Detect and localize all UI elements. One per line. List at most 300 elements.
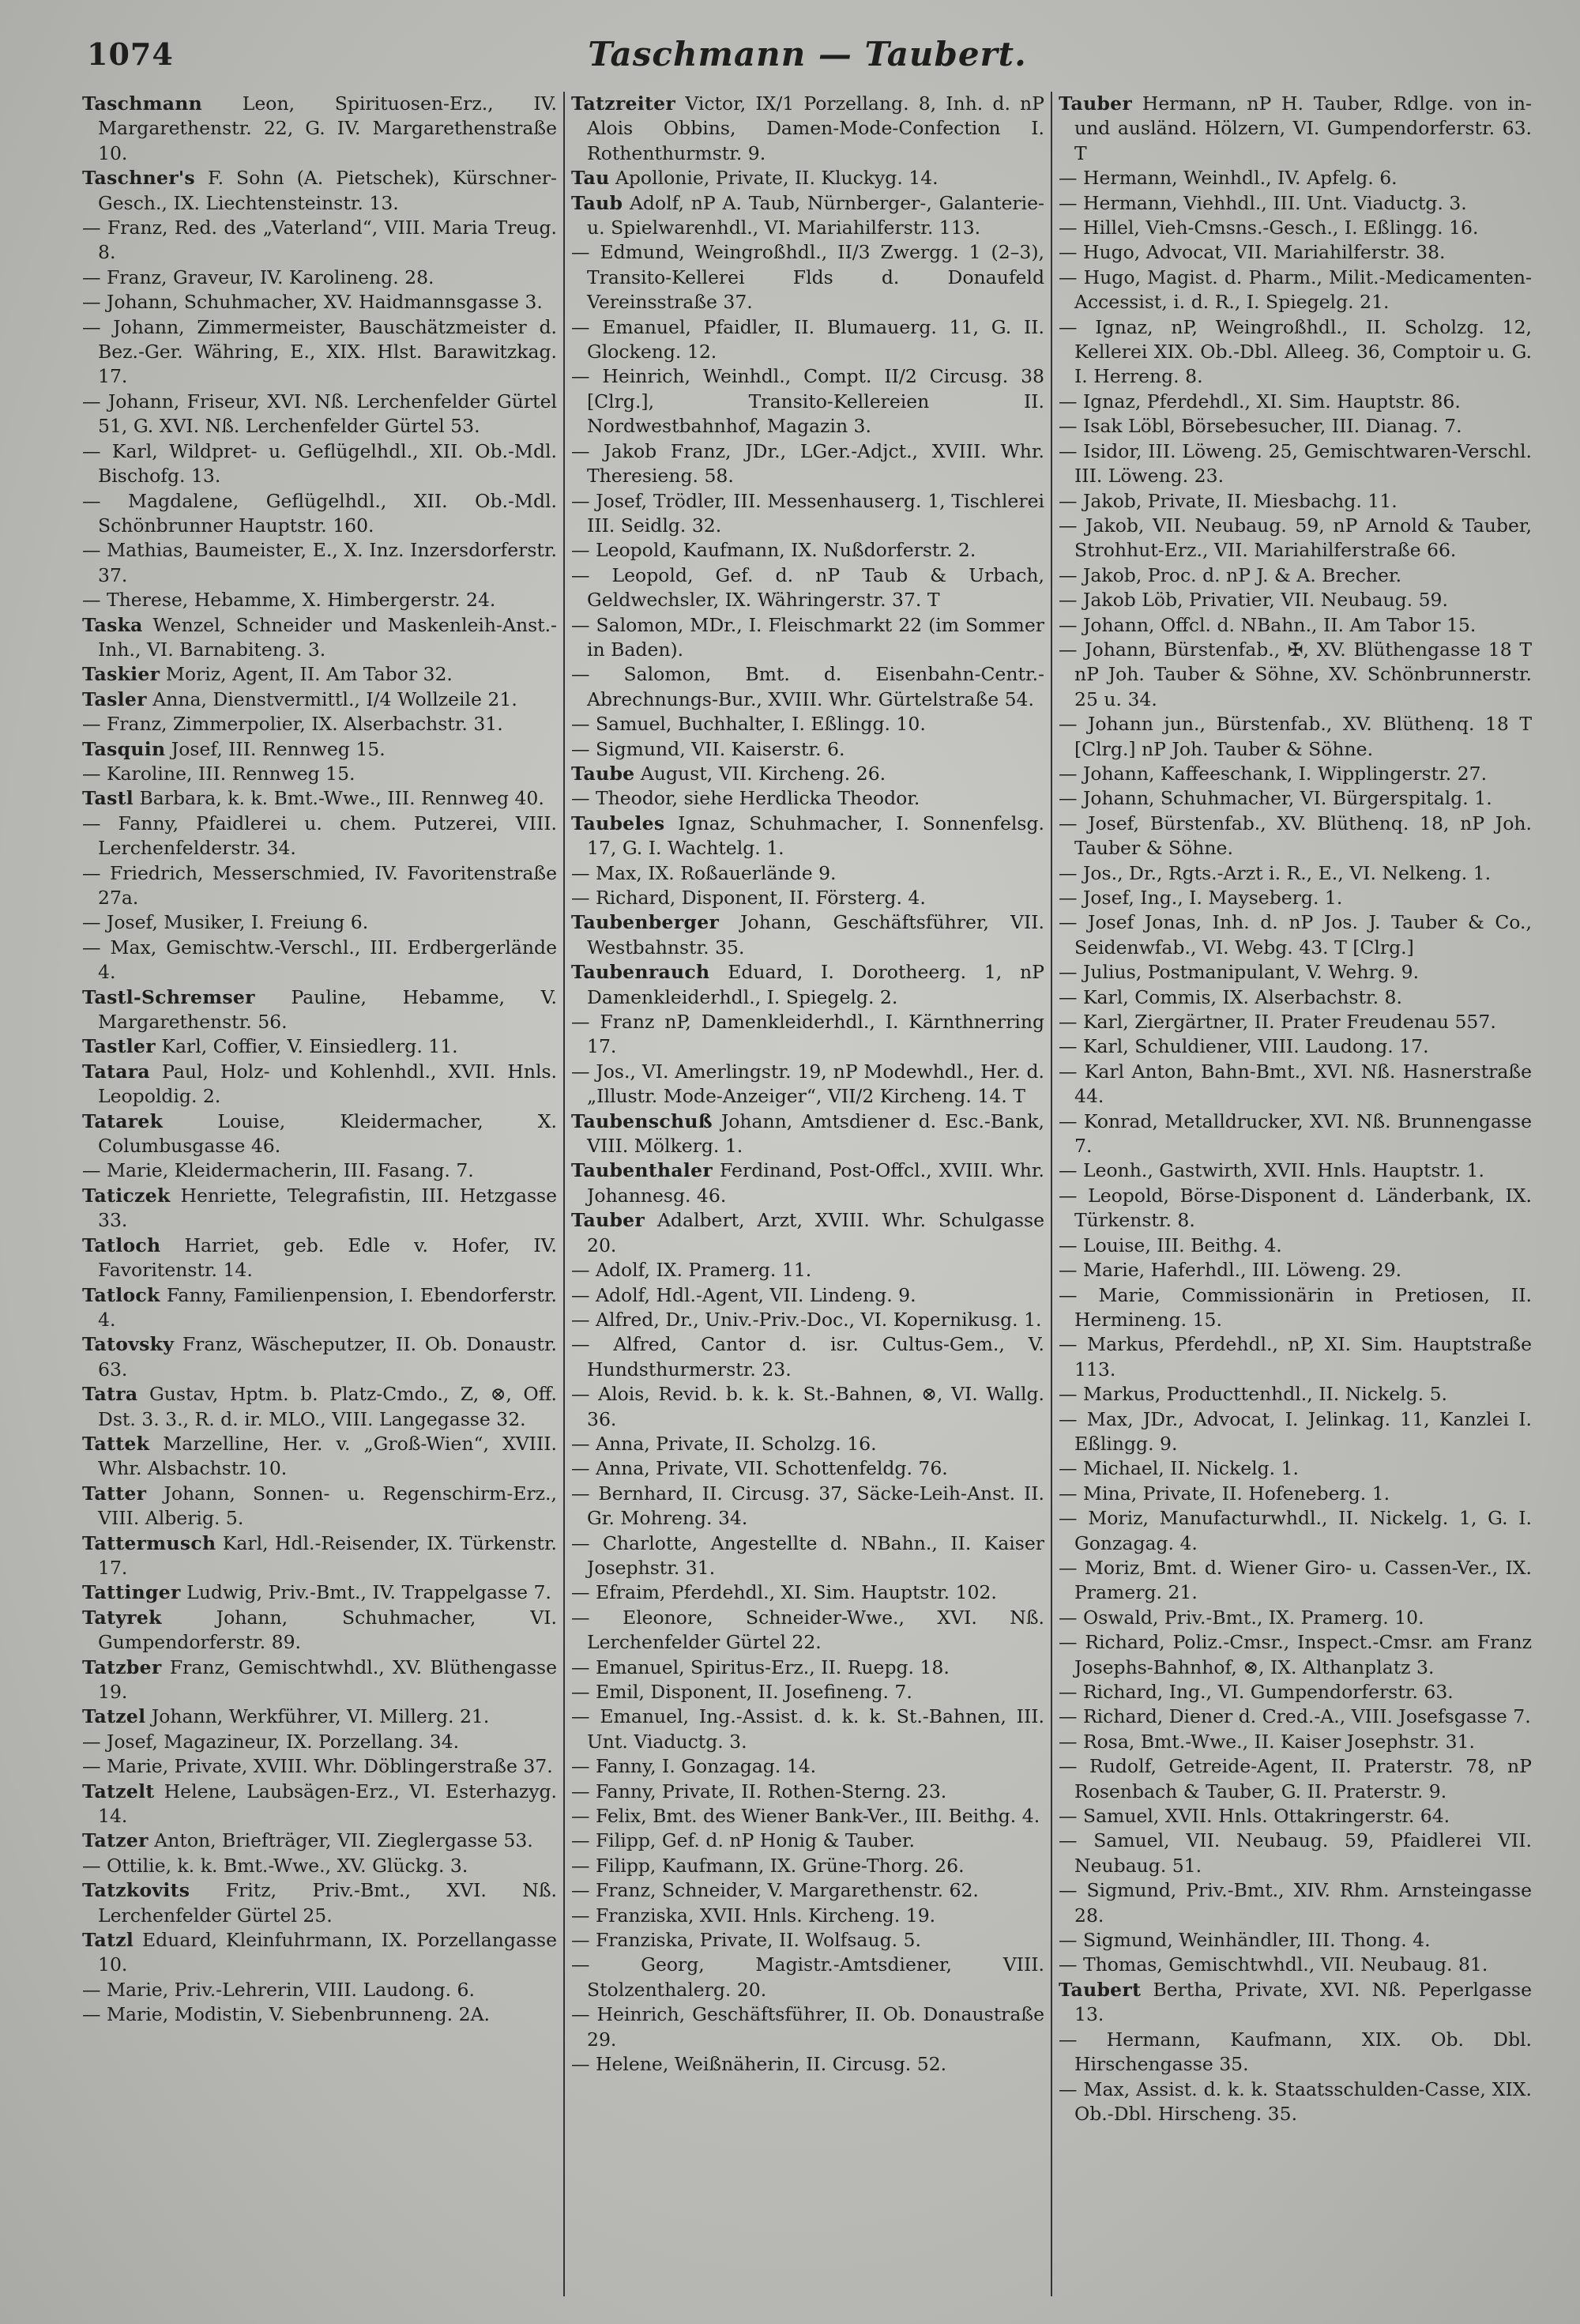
entry-surname: Tasquin — [82, 737, 166, 760]
directory-entry — [1059, 1382, 1532, 1407]
directory-entry — [82, 1482, 557, 1531]
directory-entry — [571, 762, 1044, 786]
directory-entry — [571, 1456, 1044, 1481]
entry-details: Moriz, Agent, II. Am Tabor 32. — [160, 663, 453, 686]
directory-entry — [1059, 240, 1532, 265]
directory-entry — [1059, 1010, 1532, 1034]
entry-details: Johann, Werkführer, VI. Millerg. 21. — [145, 1705, 490, 1728]
entry-details: — Max, IX. Roßauerlände 9. — [571, 861, 837, 884]
entry-details: — Julius, Postmanipulant, V. Wehrg. 9. — [1059, 961, 1420, 984]
entry-details: — Moriz, Bmt. d. Wiener Giro- u. Cassen-Ver., IX. Pramerg. 21. — [1059, 1556, 1532, 1604]
directory-entry — [1059, 1234, 1532, 1258]
entry-details: — Hermann, Weinhdl., IV. Apfelg. 6. — [1059, 167, 1398, 190]
directory-entry — [571, 563, 1044, 613]
directory-entry — [571, 812, 1044, 861]
entry-surname: Taubenthaler — [571, 1159, 713, 1182]
directory-entry — [82, 1531, 557, 1581]
entry-surname: Tatzkovits — [82, 1879, 190, 1902]
entry-details: Eduard, Kleinfuhrmann, IX. Porzellangasse 10. — [98, 1929, 557, 1976]
directory-entry — [82, 1780, 557, 1829]
directory-entry — [1059, 414, 1532, 439]
entry-details: Franz, Gemischtwhdl., XV. Blüthengasse 19. — [98, 1655, 557, 1703]
entry-details: — Alfred, Dr., Univ.-Priv.-Doc., VI. Kopernikusg. 1. — [571, 1308, 1042, 1331]
directory-entry — [571, 191, 1044, 241]
directory-entry — [82, 613, 557, 663]
directory-entry — [571, 1804, 1044, 1829]
entry-details: — Emil, Disponent, II. Josefineng. 7. — [571, 1681, 912, 1703]
entry-details: Josef, III. Rennweg 15. — [165, 737, 386, 760]
entry-details: — Isak Löbl, Börsebesucher, III. Dianag. 7. — [1059, 415, 1462, 438]
directory-entry — [82, 2002, 557, 2027]
entry-details: Ferdinand, Post-Offcl., XVIII. Whr. Johannesg. 46. — [587, 1159, 1044, 1207]
entry-surname: Tatarek — [82, 1109, 164, 1132]
entry-details: — Filipp, Kaufmann, IX. Grüne-Thorg. 26. — [571, 1854, 965, 1877]
directory-entry — [82, 1928, 557, 1978]
directory-entry — [82, 687, 557, 712]
directory-entry — [1059, 910, 1532, 960]
entry-details: — Johann jun., Bürstenfab., XV. Blüthenq. 18 T [Clrg.] nP Joh. Tauber & Söhne. — [1059, 713, 1532, 760]
directory-entry — [82, 985, 557, 1035]
directory-entry — [1059, 1109, 1532, 1159]
directory-entry — [1059, 266, 1532, 315]
entry-details: — Filipp, Gef. d. nP Honig & Tauber. — [571, 1829, 915, 1852]
entry-details: Johann, Schuhmacher, VI. Gumpendorferstr. 89. — [98, 1606, 557, 1654]
directory-entry — [1059, 588, 1532, 612]
entry-details: — Karl, Ziergärtner, II. Prater Freudenau 557. — [1059, 1011, 1496, 1034]
entry-details: Ludwig, Priv.-Bmt., IV. Trappelgasse 7. — [180, 1581, 551, 1604]
directory-entry — [82, 1655, 557, 1705]
directory-entry — [82, 812, 557, 861]
entry-surname: Tatloch — [82, 1234, 161, 1256]
entry-details: — Jos., VI. Amerlingstr. 19, nP Modewhdl., Her. d. „Illustr. Mode-Anzeiger“, VII/2 Kircheng. 14. T — [571, 1060, 1044, 1108]
entry-details: — Marie, Commissionärin in Pretiosen, II. Hermineng. 15. — [1059, 1283, 1532, 1331]
directory-entry — [571, 1904, 1044, 1928]
directory-entry — [1059, 191, 1532, 216]
entry-details: — Richard, Disponent, II. Försterg. 4. — [571, 887, 926, 909]
entry-details: — Johann, Offcl. d. NBahn., II. Am Tabor 15. — [1059, 613, 1477, 636]
directory-entry — [82, 1060, 557, 1109]
directory-entry — [1059, 861, 1532, 886]
directory-entry — [82, 216, 557, 266]
directory-entry — [82, 1854, 557, 1878]
entry-surname: Taubenschuß — [571, 1109, 713, 1132]
directory-entry — [571, 613, 1044, 663]
entry-details: Louise, Kleidermacher, X. Columbusgasse 46. — [98, 1109, 557, 1158]
entry-details: — Thomas, Gemischtwhdl., VII. Neubaug. 81. — [1059, 1953, 1488, 1976]
directory-entry — [571, 439, 1044, 489]
directory-entry — [1059, 1158, 1532, 1183]
directory-entry — [82, 1382, 557, 1432]
entry-details: Marzelline, Her. v. „Groß-Wien“, XVIII. Whr. Alsbachstr. 10. — [98, 1432, 557, 1480]
entry-details: Wenzel, Schneider und Maskenleih-Anst.-Inh., VI. Barnabiteng. 3. — [98, 613, 557, 661]
entry-details: — Ignaz, Pferdehdl., XI. Sim. Hauptstr. 86. — [1059, 390, 1461, 412]
entry-surname: Tattermusch — [82, 1531, 216, 1554]
entry-details: — Josef Jonas, Inh. d. nP Jos. J. Tauber & Co., Seidenwfab., VI. Webg. 43. T [Clrg.] — [1059, 911, 1532, 959]
directory-entry — [1059, 712, 1532, 762]
entry-details: Gustav, Hptm. b. Platz-Cmdo., Z, ⊗, Off. Dst. 3. 3., R. d. ir. MLO., VIII. Langegasse 32. — [98, 1383, 557, 1430]
entry-details: — Fanny, Private, II. Rothen-Sterng. 23. — [571, 1780, 947, 1802]
entry-details: Bertha, Private, XVI. Nß. Peperlgasse 13. — [1074, 1978, 1532, 2026]
directory-entry — [571, 1704, 1044, 1754]
directory-entry — [571, 786, 1044, 811]
directory-entry — [571, 1606, 1044, 1655]
directory-entry — [1059, 886, 1532, 910]
entry-details: — Richard, Ing., VI. Gumpendorferstr. 63. — [1059, 1681, 1454, 1703]
directory-entry — [571, 1829, 1044, 1853]
entry-details: — Konrad, Metalldrucker, XVI. Nß. Brunnengasse 7. — [1059, 1109, 1532, 1158]
entry-details: — Rudolf, Getreide-Agent, II. Praterstr. 78, nP Rosenbach & Tauber, G. II. Praterstr. 9. — [1059, 1755, 1532, 1802]
directory-entry — [571, 1060, 1044, 1109]
entry-surname: Tasler — [82, 687, 147, 710]
directory-entry — [82, 1580, 557, 1605]
entry-details: Johann, Geschäftsführer, VII. Westbahnstr. 35. — [587, 911, 1044, 959]
column-2 — [563, 92, 1051, 2296]
entry-details: — Johann, Friseur, XVI. Nß. Lerchenfelder Gürtel 51, G. XVI. Nß. Lerchenfelder Gürtel 53. — [82, 390, 557, 438]
directory-entry — [571, 1258, 1044, 1283]
entry-details: — Josef, Magazineur, IX. Porzellang. 34. — [82, 1730, 460, 1753]
directory-entry — [571, 315, 1044, 365]
entry-surname: Tatlock — [82, 1283, 160, 1306]
directory-entry — [1059, 2028, 1532, 2077]
entry-details: Leon, Spirituosen-Erz., IV. Margarethenstr. 22, G. IV. Margarethenstraße 10. — [98, 92, 557, 164]
entry-details: — Ignaz, nP, Weingroßhdl., II. Scholzg. 12, Kellerei XIX. Ob.-Dbl. Alleeg. 36, Comptoir u. G. I. Herreng. 8. — [1059, 315, 1532, 388]
entry-details: — Jos., Dr., Rgts.-Arzt i. R., E., VI. Nelkeng. 1. — [1059, 861, 1492, 884]
entry-details: — Anna, Private, II. Scholzg. 16. — [571, 1432, 877, 1455]
entry-details: — Alois, Revid. b. k. k. St.-Bahnen, ⊗, VI. Wallg. 36. — [571, 1383, 1044, 1430]
entry-details: — Karoline, III. Rennweg 15. — [82, 762, 356, 785]
directory-entry — [571, 2002, 1044, 2052]
directory-entry — [571, 1854, 1044, 1878]
entry-details: Fanny, Familienpension, I. Ebendorferstr. 4. — [98, 1283, 557, 1331]
directory-entry — [1059, 1482, 1532, 1506]
directory-entry — [1059, 1332, 1532, 1382]
entry-details: — Johann, Schuhmacher, VI. Bürgerspitalg. 1. — [1059, 787, 1492, 810]
directory-entry — [571, 240, 1044, 315]
entry-details: — Therese, Hebamme, X. Himbergerstr. 24. — [82, 589, 496, 612]
directory-entry — [1059, 1680, 1532, 1704]
entry-details: — Franz nP, Damenkleiderhdl., I. Kärnthnerring 17. — [571, 1011, 1044, 1058]
directory-entry — [1059, 1506, 1532, 1556]
entry-surname: Tatra — [82, 1383, 138, 1406]
directory-entry — [571, 1010, 1044, 1060]
running-title: Taschmann — Taubert. — [588, 35, 1027, 73]
directory-entry — [1059, 1804, 1532, 1829]
directory-entry — [82, 910, 557, 935]
entry-details: Eduard, I. Dorotheerg. 1, nP Damenkleiderhdl., I. Spiegelg. 2. — [587, 961, 1044, 1008]
directory-entry — [82, 1432, 557, 1482]
directory-entry — [1059, 390, 1532, 414]
entry-details: — Hermann, Kaufmann, XIX. Ob. Dbl. Hirschengasse 35. — [1059, 2028, 1532, 2076]
directory-entry — [1059, 1829, 1532, 1878]
directory-entry — [571, 1432, 1044, 1456]
entry-surname: Tatzreiter — [571, 92, 676, 115]
directory-entry — [571, 364, 1044, 439]
entry-details: — Max, Assist. d. k. k. Staatsschulden-Casse, XIX. Ob.-Dbl. Hirscheng. 35. — [1059, 2077, 1532, 2125]
entry-details: Harriet, geb. Edle v. Hofer, IV. Favoritenstr. 14. — [98, 1234, 557, 1282]
entry-details: Adolf, nP A. Taub, Nürnberger-, Galanterie- u. Spielwarenhdl., VI. Mariahilferstr. 113. — [587, 191, 1044, 239]
entry-details: — Fanny, I. Gonzagag. 14. — [571, 1755, 817, 1778]
directory-entry — [1059, 216, 1532, 240]
directory-entry — [1059, 563, 1532, 588]
entry-surname: Tattinger — [82, 1581, 181, 1604]
directory-entry — [571, 1580, 1044, 1605]
directory-entry — [82, 1730, 557, 1754]
directory-entry — [571, 1680, 1044, 1704]
directory-entry — [571, 1780, 1044, 1804]
entry-details: — Salomon, MDr., I. Fleischmarkt 22 (im Sommer in Baden). — [571, 613, 1044, 661]
directory-entry — [82, 1332, 557, 1382]
entry-details: — Heinrich, Weinhdl., Compt. II/2 Circusg. 38 [Clrg.], Transito-Kellereien II. Nordwestbahnhof, Magazin 3. — [571, 365, 1044, 438]
entry-details: Helene, Laubsägen-Erz., VI. Esterhazyg. 14. — [98, 1780, 557, 1828]
directory-entry — [1059, 1283, 1532, 1333]
directory-entry — [82, 538, 557, 588]
directory-entry — [1059, 1878, 1532, 1928]
entry-details: — Bernhard, II. Circusg. 37, Säcke-Leih-Anst. II. Gr. Mohreng. 34. — [571, 1482, 1044, 1530]
directory-entry — [571, 1953, 1044, 2002]
entry-details: — Sigmund, Priv.-Bmt., XIV. Rhm. Arnsteingasse 28. — [1059, 1879, 1532, 1927]
directory-entry — [1059, 315, 1532, 390]
entry-details: — Leopold, Kaufmann, IX. Nußdorferstr. 2. — [571, 539, 976, 562]
directory-entry — [1059, 985, 1532, 1010]
directory-entry — [82, 1034, 557, 1059]
entry-details: — Markus, Producttenhdl., II. Nickelg. 5. — [1059, 1383, 1448, 1406]
entry-details: — Jakob, Proc. d. nP J. & A. Brecher. — [1059, 563, 1402, 586]
directory-entry — [1059, 1704, 1532, 1729]
directory-entry — [571, 861, 1044, 886]
directory-entry — [1059, 1034, 1532, 1059]
entry-details: — Anna, Private, VII. Schottenfeldg. 76. — [571, 1457, 948, 1480]
column-3 — [1051, 92, 1538, 2296]
directory-entry — [571, 960, 1044, 1010]
entry-details: — Leonh., Gastwirth, XVII. Hnls. Hauptstr. 1. — [1059, 1159, 1484, 1182]
entry-details: — Franziska, XVII. Hnls. Kircheng. 19. — [571, 1904, 936, 1927]
entry-details: — Johann, Kaffeeschank, I. Wipplingerstr. 27. — [1059, 762, 1488, 785]
entry-details: — Richard, Diener d. Cred.-A., VIII. Josefsgasse 7. — [1059, 1705, 1531, 1728]
entry-details: — Markus, Pferdehdl., nP, XI. Sim. Hauptstraße 113. — [1059, 1333, 1532, 1380]
directory-entry — [1059, 1456, 1532, 1481]
entry-surname: Tatzelt — [82, 1780, 155, 1802]
entry-details: — Leopold, Gef. d. nP Taub & Urbach, Geldwechsler, IX. Währingerstr. 37. T — [571, 563, 1044, 612]
entry-details: — Leopold, Börse-Disponent d. Länderbank, IX. Türkenstr. 8. — [1059, 1184, 1532, 1232]
directory-entry — [571, 737, 1044, 762]
entry-details: — Efraim, Pferdehdl., XI. Sim. Hauptstr. 102. — [571, 1581, 997, 1604]
directory-entry — [1059, 489, 1532, 514]
entry-surname: Tatovsky — [82, 1333, 175, 1356]
entry-details: — Emanuel, Pfaidler, II. Blumauerg. 11, G. II. Glockeng. 12. — [571, 315, 1044, 363]
directory-entry — [82, 1184, 557, 1234]
directory-entry — [82, 290, 557, 315]
entry-details: — Michael, II. Nickelg. 1. — [1059, 1457, 1300, 1480]
entry-details: — Franz, Zimmerpolier, IX. Alserbachstr. 31. — [82, 713, 503, 736]
directory-entry — [571, 1754, 1044, 1779]
directory-entry — [82, 1704, 557, 1729]
entry-details: — Moriz, Manufacturwhdl., II. Nickelg. 1, G. I. Gonzagag. 4. — [1059, 1507, 1532, 1554]
entry-details: — Friedrich, Messerschmied, IV. Favoritenstraße 27a. — [82, 861, 557, 909]
column-1 — [76, 92, 563, 2296]
entry-surname: Tatzel — [82, 1705, 146, 1728]
entry-details: — Mathias, Baumeister, E., X. Inz. Inzersdorferstr. 37. — [82, 539, 557, 586]
directory-entry — [571, 1382, 1044, 1432]
entry-surname: Tatzl — [82, 1929, 134, 1952]
entry-surname: Tatzer — [82, 1829, 149, 1852]
entry-details: Karl, Hdl.-Reisender, IX. Türkenstr. 17. — [98, 1531, 557, 1579]
entry-surname: Taubeles — [571, 812, 665, 834]
directory-entry — [82, 266, 557, 290]
directory-entry — [571, 886, 1044, 910]
entry-details: — Marie, Modistin, V. Siebenbrunneng. 2A. — [82, 2003, 491, 2026]
entry-details: — Marie, Private, XVIII. Whr. Döblingerstraße 37. — [82, 1755, 553, 1778]
directory-entry — [1059, 92, 1532, 166]
directory-entry — [571, 1158, 1044, 1208]
directory-entry — [1059, 1184, 1532, 1234]
entry-details: — Samuel, VII. Neubaug. 59, Pfaidlerei VII. Neubaug. 51. — [1059, 1829, 1532, 1877]
directory-entry — [1059, 1953, 1532, 1977]
directory-entry — [82, 712, 557, 736]
entry-details: — Josef, Musiker, I. Freiung 6. — [82, 911, 369, 934]
directory-entry — [571, 538, 1044, 563]
directory-entry — [571, 2052, 1044, 2077]
entry-surname: Tatzber — [82, 1655, 162, 1678]
entry-details: — Isidor, III. Löweng. 25, Gemischtwaren-Verschl. III. Löweng. 23. — [1059, 439, 1532, 488]
directory-entry — [1059, 1258, 1532, 1283]
entry-surname: Taskier — [82, 663, 160, 686]
directory-entry — [571, 1655, 1044, 1680]
directory-entry — [82, 166, 557, 216]
directory-entry — [82, 489, 557, 539]
entry-details: Pauline, Hebamme, V. Margarethenstr. 56. — [98, 985, 557, 1034]
entry-details: — Marie, Kleidermacherin, III. Fasang. 7. — [82, 1159, 474, 1182]
entry-details: Henriette, Telegrafistin, III. Hetzgasse 33. — [98, 1184, 557, 1232]
entry-details: Franz, Wäscheputzer, II. Ob. Donaustr. 63. — [98, 1333, 557, 1380]
entry-surname: Taub — [571, 191, 623, 214]
entry-details: — Jakob, Private, II. Miesbachg. 11. — [1059, 489, 1398, 512]
entry-surname: Tau — [571, 167, 610, 190]
entry-details: Apollonie, Private, II. Kluckyg. 14. — [609, 167, 939, 190]
entry-details: — Jakob Löb, Privatier, VII. Neubaug. 59. — [1059, 589, 1448, 612]
directory-entry — [571, 166, 1044, 190]
entry-details: — Franz, Red. des „Vaterland“, VIII. Maria Treug. 8. — [82, 217, 557, 264]
directory-entry — [82, 1109, 557, 1159]
entry-details: Ignaz, Schuhmacher, I. Sonnenfelsg. 17, G. I. Wachtelg. 1. — [587, 812, 1044, 860]
entry-details: — Josef, Ing., I. Mayseberg. 1. — [1059, 887, 1343, 909]
directory-entry — [82, 786, 557, 811]
directory-entry — [1059, 2077, 1532, 2127]
entry-details: — Oswald, Priv.-Bmt., IX. Pramerg. 10. — [1059, 1606, 1424, 1629]
entry-details: Hermann, nP H. Tauber, Rdlge. von in- und ausländ. Hölzern, VI. Gumpendorferstr. 63. T — [1074, 92, 1532, 164]
directory-entry — [82, 1878, 557, 1928]
entry-details: Fritz, Priv.-Bmt., XVI. Nß. Lerchenfelder Gürtel 25. — [98, 1879, 557, 1927]
entry-surname: Taschner's — [82, 167, 195, 190]
entry-details: F. Sohn (A. Pietschek), Kürschner-Gesch., IX. Liechtensteinstr. 13. — [98, 167, 557, 214]
page-header — [76, 32, 1539, 92]
entry-details: — Karl, Schuldiener, VIII. Laudong. 17. — [1059, 1035, 1429, 1058]
entry-details: — Georg, Magistr.-Amtsdiener, VIII. Stolzenthalerg. 20. — [571, 1953, 1044, 2001]
entry-details: Johann, Amtsdiener d. Esc.-Bank, VIII. Mölkerg. 1. — [587, 1109, 1044, 1158]
entry-details: Adalbert, Arzt, XVIII. Whr. Schulgasse 20. — [587, 1209, 1044, 1256]
entry-details: — Theodor, siehe Herdlicka Theodor. — [571, 787, 920, 810]
directory-entry — [82, 390, 557, 439]
entry-details: Paul, Holz- und Kohlenhdl., XVII. Hnls. Leopoldig. 2. — [98, 1060, 557, 1108]
entry-details: — Josef, Bürstenfab., XV. Blüthenq. 18, nP Joh. Tauber & Söhne. — [1059, 812, 1532, 860]
directory-entry — [1059, 1928, 1532, 1953]
directory-entry — [571, 1208, 1044, 1258]
entry-details: — Sigmund, VII. Kaiserstr. 6. — [571, 737, 845, 760]
entry-details: — Alfred, Cantor d. isr. Cultus-Gem., V. Hundsthurmerstr. 23. — [571, 1333, 1044, 1380]
entry-details: — Emanuel, Ing.-Assist. d. k. k. St.-Bahnen, III. Unt. Viaductg. 3. — [571, 1705, 1044, 1753]
directory-entry — [82, 737, 557, 762]
entry-details: — Magdalene, Geflügelhdl., XII. Ob.-Mdl. Schönbrunner Hauptstr. 160. — [82, 489, 557, 537]
entry-details: Anton, Briefträger, VII. Zieglergasse 53. — [148, 1829, 533, 1852]
entry-surname: Tauber — [1059, 92, 1133, 115]
entry-details: — Karl, Wildpret- u. Geflügelhdl., XII. Ob.-Mdl. Bischofg. 13. — [82, 439, 557, 488]
entry-surname: Taska — [82, 613, 143, 636]
directory-entry — [1059, 1754, 1532, 1804]
directory-entry — [1059, 1730, 1532, 1754]
directory-entry — [1059, 1630, 1532, 1680]
entry-details: Karl, Coffier, V. Einsiedlerg. 11. — [155, 1035, 458, 1058]
entry-details: — Franz, Graveur, IV. Karolineng. 28. — [82, 266, 434, 288]
entry-details: — Johann, Zimmermeister, Bauschätzmeister d. Bez.-Ger. Währing, E., XIX. Hlst. Barawitzkag. 17. — [82, 315, 557, 388]
directory-entry — [1059, 786, 1532, 811]
directory-entry — [1059, 1556, 1532, 1606]
directory-entry — [82, 1754, 557, 1779]
entry-details: — Felix, Bmt. des Wiener Bank-Ver., III. Beithg. 4. — [571, 1805, 1040, 1828]
entry-surname: Taubert — [1059, 1978, 1142, 2001]
entry-surname: Taschmann — [82, 92, 203, 115]
entry-details: — Fanny, Pfaidlerei u. chem. Putzerei, VIII. Lerchenfelderstr. 34. — [82, 812, 557, 860]
entry-surname: Tatara — [82, 1060, 150, 1083]
entry-details: — Adolf, Hdl.-Agent, VII. Lindeng. 9. — [571, 1283, 916, 1306]
entry-surname: Tauber — [571, 1209, 645, 1232]
directory-entry — [82, 936, 557, 985]
entry-surname: Tatter — [82, 1482, 147, 1505]
entry-details: — Helene, Weißnäherin, II. Circusg. 52. — [571, 2053, 947, 2076]
entry-details: — Franz, Schneider, V. Margarethenstr. 62. — [571, 1879, 979, 1902]
directory-entry — [1059, 1407, 1532, 1457]
entry-details: — Max, JDr., Advocat, I. Jelinkag. 11, Kanzlei I. Eßlingg. 9. — [1059, 1407, 1532, 1455]
directory-entry — [1059, 1978, 1532, 2028]
directory-entry — [1059, 638, 1532, 712]
directory-entry — [82, 439, 557, 489]
entry-details: — Edmund, Weingroßhdl., II/3 Zwergg. 1 (2–3), Transito-Kellerei Flds d. Donaufeld Vereinsstraße 37. — [571, 241, 1044, 314]
entry-details: — Marie, Haferhdl., III. Löweng. 29. — [1059, 1259, 1402, 1282]
directory-entry — [571, 92, 1044, 166]
directory-entry — [82, 1158, 557, 1183]
entry-details: — Samuel, XVII. Hnls. Ottakringerstr. 64. — [1059, 1805, 1450, 1828]
entry-details: — Sigmund, Weinhändler, III. Thong. 4. — [1059, 1929, 1431, 1952]
entry-details: — Mina, Private, II. Hofeneberg. 1. — [1059, 1482, 1390, 1505]
directory-entry — [571, 1332, 1044, 1382]
directory-entry — [1059, 439, 1532, 489]
directory-entry — [82, 92, 557, 166]
directory-entry — [571, 1109, 1044, 1159]
entry-details: — Hugo, Magist. d. Pharm., Milit.-Medicamenten-Accessist, i. d. R., I. Spiegelg. 21. — [1059, 266, 1532, 314]
entry-details: — Samuel, Buchhalter, I. Eßlingg. 10. — [571, 713, 926, 736]
directory-entry — [1059, 514, 1532, 563]
entry-details: — Josef, Trödler, III. Messenhauserg. 1, Tischlerei III. Seidlg. 32. — [571, 489, 1044, 537]
entry-details: — Max, Gemischtw.-Verschl., III. Erdbergerlände 4. — [82, 936, 557, 984]
directory-entry — [82, 1829, 557, 1853]
directory-entry — [1059, 166, 1532, 190]
entry-details: — Marie, Priv.-Lehrerin, VIII. Laudong. 6. — [82, 1978, 475, 2001]
entry-surname: Taube — [571, 762, 635, 785]
directory-entry — [571, 1308, 1044, 1332]
entry-details: — Hugo, Advocat, VII. Mariahilferstr. 38. — [1059, 241, 1446, 264]
entry-details: Johann, Sonnen- u. Regenschirm-Erz., VIII. Alberig. 5. — [98, 1482, 557, 1530]
entry-details: — Karl Anton, Bahn-Bmt., XVI. Nß. Hasnerstraße 44. — [1059, 1060, 1532, 1108]
directory-entry — [82, 1234, 557, 1283]
directory-entry — [571, 489, 1044, 539]
